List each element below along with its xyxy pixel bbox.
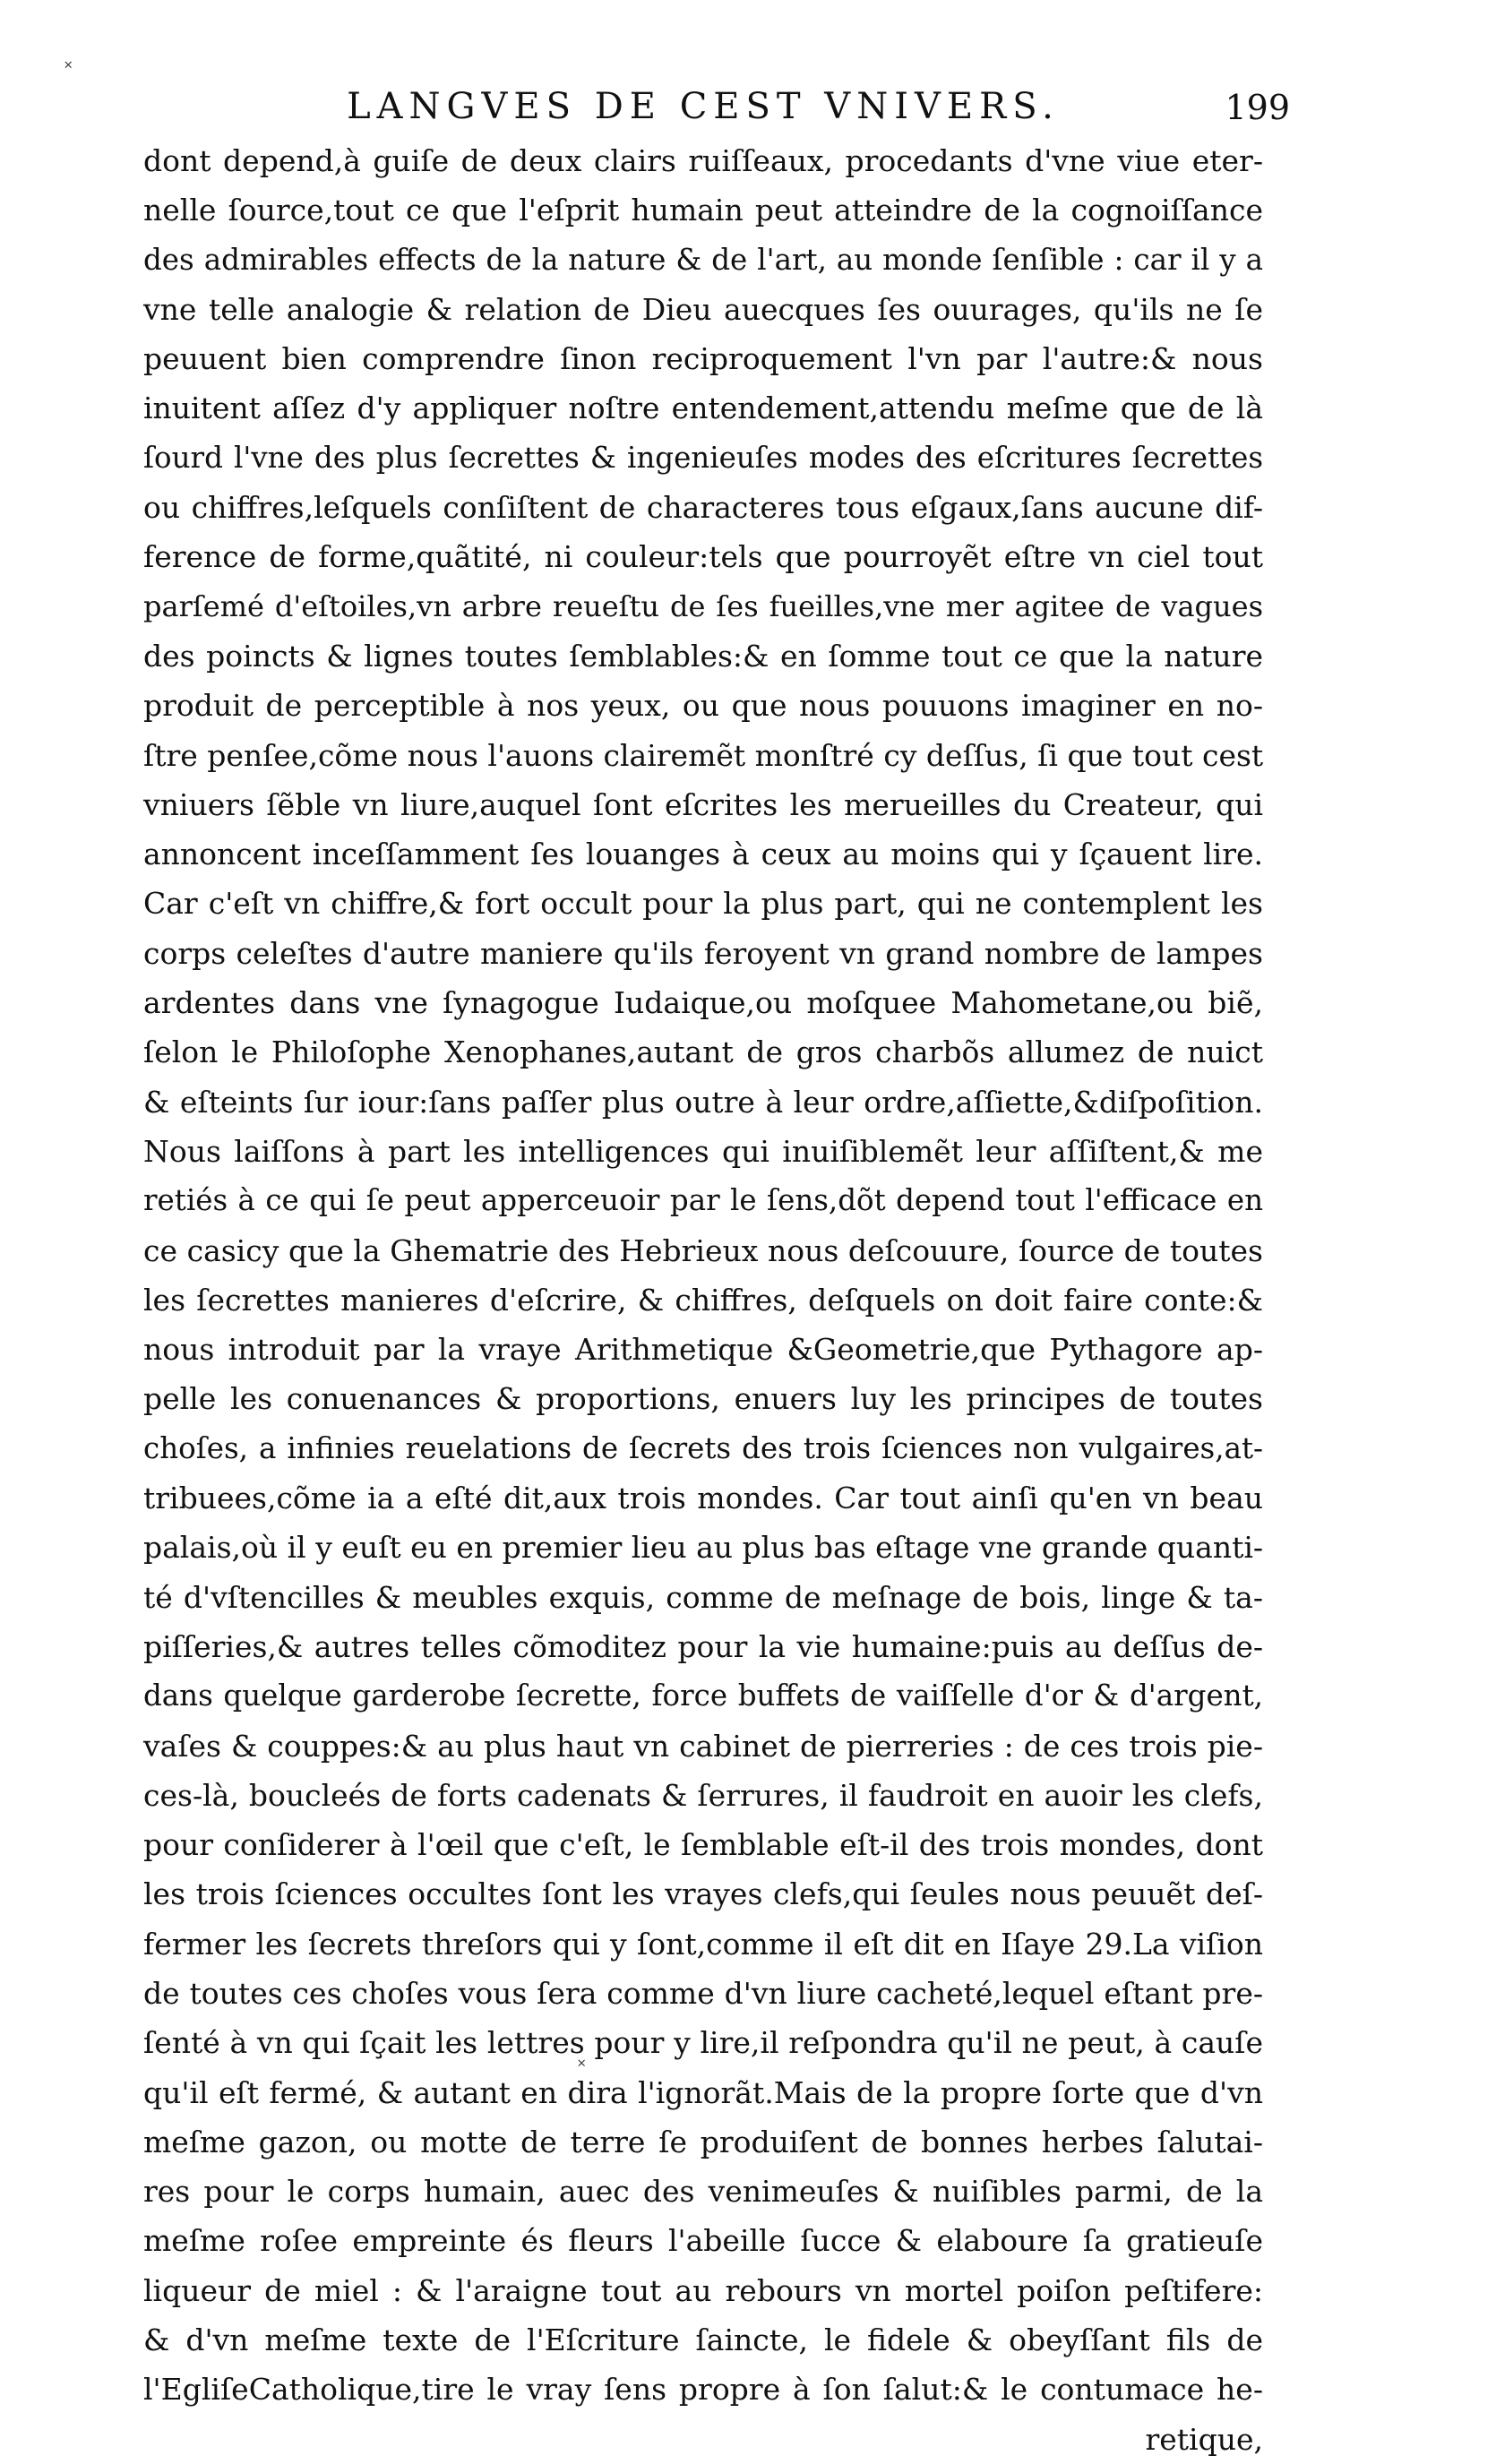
text-line: vaſes & couppes:& au plus haut vn cabinet de pierreries : de ces trois pie- — [143, 1728, 1263, 1764]
text-line: tribuees,cõme ia a eſté dit,aux trois mondes. Car tout ainſi qu'en vn beau — [143, 1481, 1263, 1516]
text-line: de toutes ces choſes vous ſera comme d'vn liure cacheté,lequel eſtant pre- — [143, 1975, 1263, 2011]
text-line: ſenté à vn qui ſçait les lettres pour y lire,il reſpondra qu'il ne peut, à cauſe — [143, 2025, 1263, 2061]
text-line: & eſteints ſur iour:ſans paſſer plus outre à leur ordre,aſſiette,&diſpoſition. — [143, 1084, 1263, 1120]
text-line: ſourd l'vne des plus ſecrettes & ingenieuſes modes des eſcritures ſecrettes — [143, 440, 1263, 475]
page-number: 199 — [1225, 88, 1290, 127]
text-line: retiés à ce qui ſe peut apperceuoir par le ſens,dõt depend tout l'efficace en — [143, 1183, 1263, 1218]
text-line: pour conſiderer à l'œil que c'eſt, le ſemblable eſt-il des trois mondes, dont — [143, 1827, 1263, 1863]
text-line: des poincts & lignes toutes ſemblables:& en ſomme tout ce que la nature — [143, 638, 1263, 674]
text-line: piſſeries,& autres telles cõmoditez pour la vie humaine:puis au deſſus de- — [143, 1628, 1263, 1664]
body-text — [143, 136, 1263, 2464]
text-line: liqueur de miel : & l'araigne tout au rebours vn mortel poiſon peſtifere: — [143, 2272, 1263, 2308]
text-line: ardentes dans vne ſynagogue Iudaique,ou moſquee Mahometane,ou biẽ, — [143, 985, 1263, 1021]
running-title: LANGVES DE CEST VNIVERS. — [347, 86, 1060, 127]
printers-mark-top: ˟ — [64, 58, 73, 81]
text-line: & d'vn meſme texte de l'Eſcriture ſaincte, le fidele & obeyſſant fils de — [143, 2322, 1263, 2358]
text-line: ces-là, boucleés de forts cadenats & ſerrures, il faudroit en auoir les clefs, — [143, 1777, 1263, 1813]
text-line: ou chiffres,leſquels conſiſtent de characteres tous eſgaux,ſans aucune dif- — [143, 490, 1263, 526]
text-line: qu'il eſt fermé, & autant en dira l'ignorãt.Mais de la propre ſorte que d'vn — [143, 2074, 1263, 2110]
text-line: des admirables effects de la nature & de l'art, au monde ſenſible : car il y a — [143, 242, 1263, 277]
text-line: l'EgliſeCatholique,tire le vray ſens propre à ſon ſalut:& le contumace he- — [143, 2372, 1263, 2408]
text-line: nelle ſource,tout ce que l'eſprit humain peut atteindre de la cognoiſſance — [143, 193, 1263, 228]
text-line: vne telle analogie & relation de Dieu auecques ſes ouurages, qu'ils ne ſe — [143, 291, 1263, 327]
text-line: peuuent bien comprendre ſinon reciproquement l'vn par l'autre:& nous — [143, 341, 1263, 377]
text-line: choſes, a infinies reuelations de ſecrets des trois ſciences non vulgaires,at- — [143, 1430, 1263, 1465]
text-line: res pour le corps humain, auec des venimeuſes & nuiſibles parmi, de la — [143, 2174, 1263, 2210]
text-line: produit de perceptible à nos yeux, ou que nous pouuons imaginer en no- — [143, 688, 1263, 724]
text-line: Nous laiſſons à part les intelligences qui inuiſiblemẽt leur aſſiſtent,& me — [143, 1133, 1263, 1169]
text-line: ce casicy que la Ghematrie des Hebrieux nous deſcouure, ſource de toutes — [143, 1232, 1263, 1268]
text-line: nous introduit par la vraye Arithmetique &Geometrie,que Pythagore ap- — [143, 1332, 1263, 1368]
text-line: retique, — [1145, 2421, 1263, 2457]
text-line: dont depend,à guiſe de deux clairs ruiſſeaux, procedants d'vne viue eter- — [143, 143, 1263, 178]
text-line: vniuers ſẽble vn liure,auquel ſont eſcrites les merueilles du Createur, qui — [143, 786, 1263, 822]
text-line: dans quelque garderobe ſecrette, force buffets de vaiſſelle d'or & d'argent, — [143, 1678, 1263, 1713]
page-header — [143, 82, 1290, 136]
text-line: meſme gazon, ou motte de terre ſe produiſent de bonnes herbes ſalutai- — [143, 2124, 1263, 2159]
text-line: parſemé d'eſtoiles,vn arbre reueſtu de ſes fueilles,vne mer agitee de vagues — [143, 588, 1263, 623]
text-line: annoncent inceſſamment ſes louanges à ceux au moins qui y ſçauent lire. — [143, 837, 1263, 872]
text-line: ference de forme,quãtité, ni couleur:tels que pourroyẽt eſtre vn ciel tout — [143, 539, 1263, 575]
text-line: meſme roſee empreinte és fleurs l'abeille ſucce & elaboure ſa gratieuſe — [143, 2223, 1263, 2259]
text-line: ſelon le Philoſophe Xenophanes,autant de gros charbõs allumez de nuict — [143, 1035, 1263, 1070]
text-line: palais,où il y euſt eu en premier lieu au plus bas eſtage vne grande quanti- — [143, 1530, 1264, 1566]
text-line: fermer les ſecrets threſors qui y ſont,comme il eſt dit en Iſaye 29.La viſion — [143, 1926, 1263, 1962]
text-line: les ſecrettes manieres d'eſcrire, & chiffres, deſquels on doit faire conte:& — [143, 1282, 1263, 1318]
text-line: inuitent aſſez d'y appliquer noſtre entendement,attendu meſme que de là — [143, 391, 1263, 426]
printers-mark-bottom: ˟ — [578, 2056, 586, 2079]
text-line: ſtre penſee,cõme nous l'auons clairemẽt monſtré cy deſſus, ſi que tout cest — [143, 737, 1264, 773]
text-line: pelle les conuenances & proportions, enuers luy les principes de toutes — [143, 1381, 1263, 1417]
text-line: les trois ſciences occultes ſont les vrayes clefs,qui ſeules nous peuuẽt deſ- — [143, 1876, 1263, 1912]
text-line: corps celeſtes d'autre maniere qu'ils feroyent vn grand nombre de lampes — [143, 935, 1263, 971]
text-line: Car c'eſt vn chiffre,& fort occult pour la plus part, qui ne contemplent les — [143, 886, 1263, 922]
text-line: té d'vſtencilles & meubles exquis, comme de meſnage de bois, linge & ta- — [143, 1579, 1263, 1615]
